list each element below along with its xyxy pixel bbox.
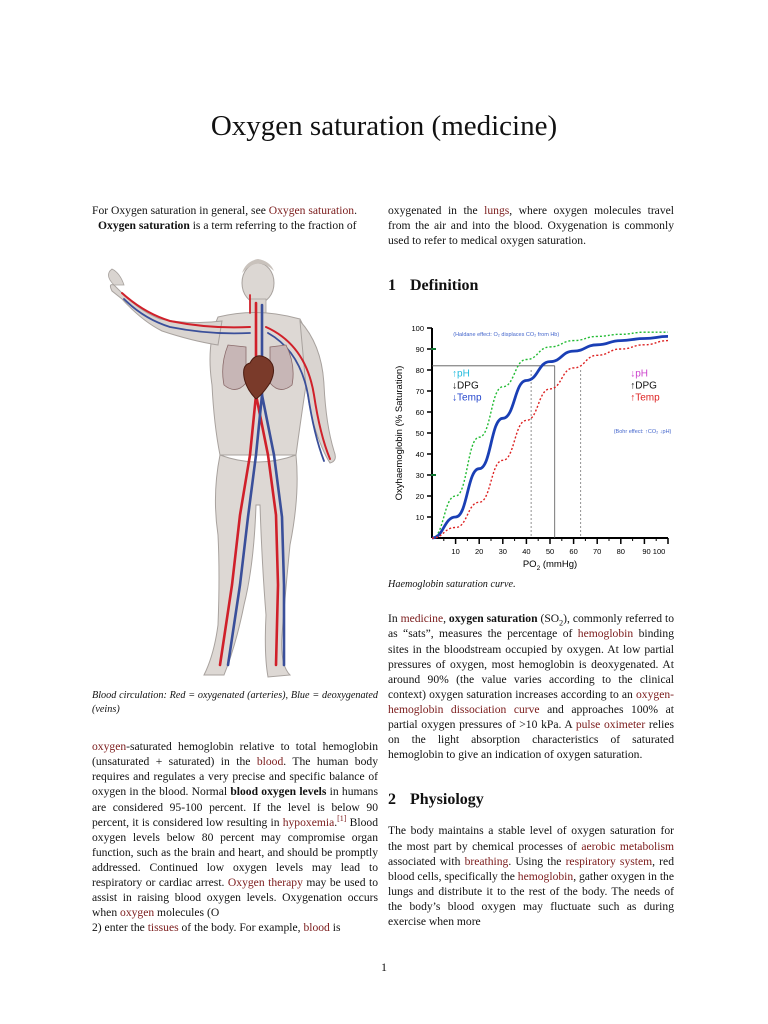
x-tick-label: 60 (569, 547, 578, 556)
x-tick-label: 80 (616, 547, 625, 556)
link-oxygen-saturation[interactable]: Oxygen saturation (268, 204, 355, 217)
section-heading-definition: 1 Definition (388, 277, 479, 295)
hatnote: For Oxygen saturation in general, see Oxygen saturation. (92, 204, 357, 217)
physiology-paragraph: The body maintains a stable level of oxygen saturation for the most part by chemical processes of aerobic metabolism associated with breathing. Using the respiratory system, red blood cells, specifically the hemoglobin, gather oxygen in the lungs and distribute it to the rest of the body. The needs of the body’s blood oxygen may fluctuate such as during exercise when more (388, 824, 675, 928)
definition-paragraph: In medicine, oxygen saturation $(SO_2)$, commonly referred to as “sats”, measures the percentage of hemoglobin binding sites in the bloodstream occupied by oxygen. At low partial pressures of oxygen, most hemoglobin is deoxygenated. At around 90% (the value varies according to the clinical context) oxygen saturation increases according to an oxygen-hemoglobin dissociation curve and approaches 100% at partial oxygen pressures of >10 kPa. A pulse oximeter relies on the light absorption characteristics of saturated hemoglobin to give an indication of oxygen saturation. (388, 612, 674, 762)
y-tick-label: 80 (415, 366, 424, 375)
page-number: 1 (381, 960, 387, 974)
lead-paragraph: Oxygen saturation is a term referring to the fraction of (98, 219, 357, 233)
link-oxygen[interactable]: oxygen (92, 740, 127, 754)
link-oxygen-therapy[interactable]: Oxygen therapy (227, 876, 303, 890)
x-tick-label: 40 (522, 547, 531, 556)
right-shift-label: ↑Temp (630, 392, 660, 404)
link-lungs[interactable]: lungs (484, 204, 510, 217)
link-pulse-oximeter[interactable]: pulse oximeter (575, 718, 646, 732)
link-respiratory-system[interactable]: respiratory system (565, 854, 653, 868)
haemoglobin-saturation-chart (388, 318, 674, 572)
x-axis-label: $PO_2$ (mmHg) (522, 559, 578, 572)
x-axis-label-unit: (mmHg) (540, 559, 578, 570)
section-heading-physiology: 2 Physiology (388, 791, 484, 809)
blood-circulation-figure (100, 255, 360, 685)
link-hemoglobin-2[interactable]: hemoglobin (517, 869, 574, 883)
right-shift-label: ↓pH (630, 368, 649, 380)
series-line-1 (432, 336, 668, 538)
link-oxygen-2[interactable]: oxygen (120, 906, 155, 920)
x-tick-label: 30 (498, 547, 507, 556)
annotation-bohr: (Bohr effect: ↑CO₂ ↓pH) (613, 429, 672, 435)
human-body-silhouette (108, 259, 335, 677)
body-paragraph-left: oxygen-saturated hemoglobin relative to total hemoglobin (unsaturated + saturated) in the blood. The human body requires and regulates a very precise and specific balance of oxygen in the blood. Normal blood oxygen levels in humans are considered 95-100 percent. If the level is below 90 percent, it is considered low resulting in hypoxemia.[1] Blood oxygen levels below 80 percent may compromise organ function, such as the brain and heart, and should be promptly addressed. Continued low oxygen levels may lead to respiratory or cardiac arrest. Oxygen therapy may be used to assist in raising blood oxygen levels. Oxygenation occurs when oxygen molecules (O 2) enter the tissues of the body. For example, blood is (92, 740, 378, 935)
x-tick-label: 10 (451, 547, 460, 556)
y-tick-label: 30 (415, 471, 424, 480)
series-line-0 (432, 332, 668, 538)
y-axis-label: Oxyhaemoglobin (% Saturation) (394, 365, 405, 501)
right-shift-label: ↑DPG (630, 380, 657, 392)
link-hypoxemia[interactable]: hypoxemia (282, 815, 335, 829)
link-aerobic-metabolism[interactable]: aerobic metabolism (581, 839, 675, 853)
y-tick-label: 40 (415, 450, 424, 459)
left-shift-label: ↓DPG (452, 380, 479, 392)
link-tissues[interactable]: tissues (147, 921, 179, 935)
y-tick-label: 10 (415, 513, 424, 522)
figure-caption: Blood circulation: Red = oxygenated (arteries), Blue = deoxygenated (veins) (92, 690, 378, 716)
document-title: Oxygen saturation (medicine) (210, 110, 558, 142)
x-tick-label: 50 (545, 547, 555, 556)
link-blood-2[interactable]: blood (303, 921, 330, 935)
link-breathing[interactable]: breathing (464, 854, 509, 868)
y-tick-label: 60 (415, 408, 424, 417)
chart-caption: Haemoglobin saturation curve. (388, 579, 516, 591)
x-tick-label: 90 100 (642, 547, 666, 556)
annotation-haldane: (Haldane effect: O₂ displaces CO₂ from Hb) (453, 332, 560, 338)
link-hemoglobin[interactable]: hemoglobin (577, 627, 634, 641)
x-tick-label: 20 (475, 547, 484, 556)
x-axis-label-sub: 2 (536, 565, 541, 572)
link-medicine[interactable]: medicine (400, 612, 444, 626)
y-tick-label: 50 (415, 429, 424, 438)
link-blood[interactable]: blood (256, 755, 284, 769)
y-tick-label: 100 (411, 324, 424, 333)
citation-1[interactable]: [1] (337, 813, 347, 823)
left-shift-label: ↑pH (452, 368, 470, 380)
y-tick-label: 20 (415, 492, 424, 501)
left-shift-label: ↓Temp (452, 392, 482, 404)
continued-paragraph: oxygenated in the lungs, where oxygen molecules travel from the air and into the blood. Oxygenation is commonly used to refer to medical oxygen saturation. (388, 204, 674, 248)
link-dissociation-curve[interactable]: oxygen-hemoglobin dissociation curve (388, 687, 674, 716)
x-tick-label: 70 (593, 547, 602, 556)
y-tick-label: 70 (415, 387, 424, 396)
y-tick-label: 90 (415, 345, 424, 354)
